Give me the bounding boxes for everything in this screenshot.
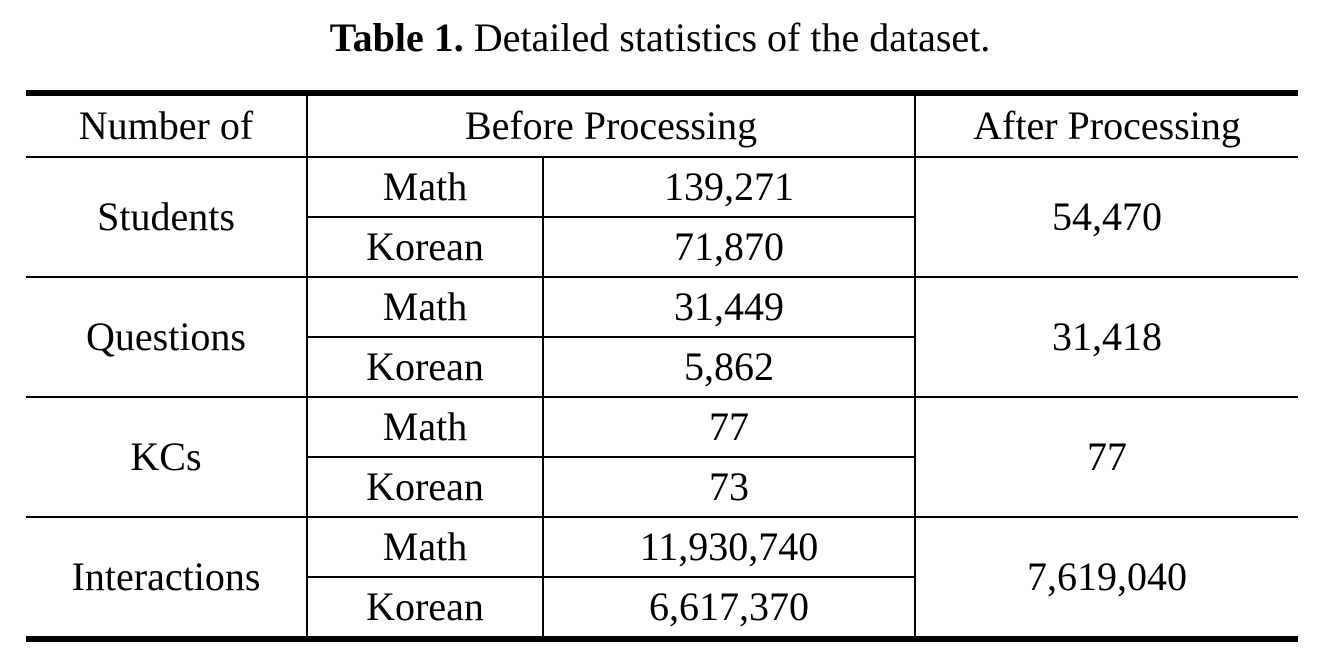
subject-cell: Math — [307, 397, 543, 457]
after-value-cell: 7,619,040 — [1027, 554, 1187, 599]
subject-cell: Math — [307, 517, 543, 577]
caption-text: Detailed statistics of the dataset. — [463, 15, 991, 60]
table-header-row — [26, 93, 1298, 157]
subject-cell: Korean — [307, 337, 543, 397]
category-cell: KCs — [26, 397, 307, 517]
category-cell: Questions — [26, 277, 307, 397]
after-value-cell: 31,418 — [915, 277, 1298, 397]
header-before-processing: Before Processing — [307, 93, 915, 157]
subject-cell: Korean — [307, 457, 543, 517]
header-number-of: Number of — [26, 93, 307, 157]
category-cell: Students — [26, 157, 307, 277]
subject-cell: Math — [307, 157, 543, 217]
value-cell: 73 — [543, 457, 915, 517]
value-cell: 31,449 — [543, 277, 915, 337]
value-cell: 5,862 — [543, 337, 915, 397]
value-cell: 6,617,370 — [543, 577, 915, 639]
subject-cell: Korean — [307, 577, 543, 639]
caption-label: Table 1. — [329, 15, 464, 60]
table-row — [26, 517, 1298, 577]
header-after-processing: After Processing — [915, 93, 1298, 157]
table-row — [26, 277, 1298, 337]
subject-cell: Math — [307, 277, 543, 337]
table-row — [26, 157, 1298, 217]
category-cell: Interactions — [26, 517, 307, 639]
value-cell: 139,271 — [543, 157, 915, 217]
value-cell: 77 — [543, 397, 915, 457]
subject-cell: Korean — [307, 217, 543, 277]
table-caption — [0, 12, 1320, 64]
statistics-table-container — [26, 90, 1298, 642]
table-row — [26, 397, 1298, 457]
statistics-table — [26, 90, 1298, 642]
after-value-cell: 77 — [915, 397, 1298, 517]
value-cell: 11,930,740 — [543, 517, 915, 577]
value-cell: 71,870 — [543, 217, 915, 277]
after-value-cell: 54,470 — [915, 157, 1298, 277]
